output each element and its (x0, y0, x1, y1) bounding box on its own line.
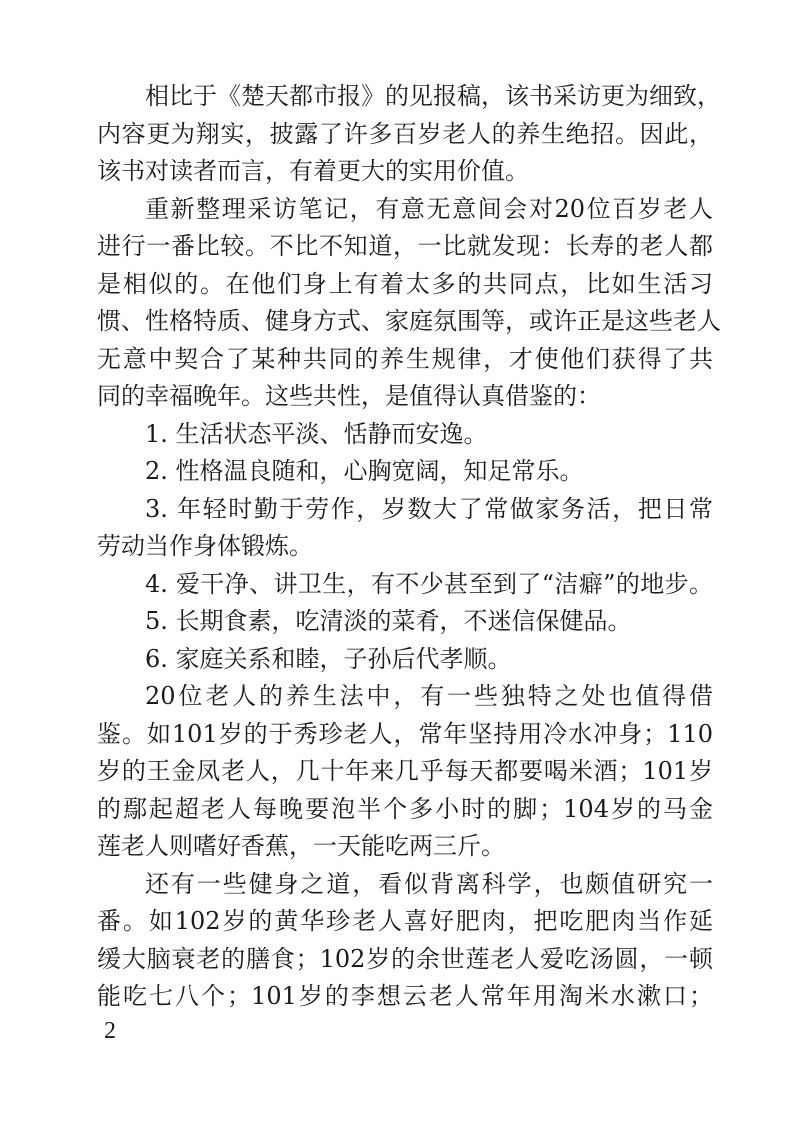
text-line: 莲老人则嗜好香蕉，一天能吃两三斤。 (97, 832, 505, 860)
text-line: 能吃七八个；101岁的李想云老人常年用淘米水漱口； (97, 982, 713, 1010)
text-line: 6. 家庭关系和睦，子孙后代孝顺。 (145, 644, 512, 673)
text-line: 惯、性格特质、健身方式、家庭氛围等，或许正是这些老人 (97, 307, 721, 335)
text-line: 5. 长期食素，吃清淡的菜肴，不迷信保健品。 (145, 607, 632, 635)
text-line: 鉴。如101岁的于秀珍老人，常年坚持用冷水冲身；110 (97, 719, 713, 748)
text-line: 相比于《楚天都市报》的见报稿，该书采访更为细致， (145, 82, 721, 110)
page-number: 2 (104, 1018, 116, 1044)
text-line: 内容更为翔实，披露了许多百岁老人的养生绝招。因此， (97, 119, 713, 148)
text-line: 番。如102岁的黄华珍老人喜好肥肉，把吃肥肉当作延 (97, 907, 713, 935)
text-line: 3. 年轻时勤于劳作，岁数大了常做家务活，把日常 (145, 494, 713, 523)
text-line: 2. 性格温良随和，心胸宽阔，知足常乐。 (145, 457, 584, 485)
text-line: 重新整理采访笔记，有意无意间会对20位百岁老人 (145, 194, 713, 223)
text-line: 进行一番比较。不比不知道，一比就发现：长寿的老人都 (97, 232, 713, 260)
text-line: 4. 爱干净、讲卫生，有不少甚至到了“洁癖”的地步。 (145, 569, 713, 598)
text-line: 劳动当作身体锻炼。 (97, 532, 313, 560)
text-line: 缓大脑衰老的膳食；102岁的余世莲老人爱吃汤圆，一顿 (97, 944, 713, 973)
text-line: 同的幸福晚年。这些共性，是值得认真借鉴的： (97, 382, 601, 410)
text-line: 1. 生活状态平淡、恬静而安逸。 (145, 419, 488, 448)
text-line: 是相似的。在他们身上有着太多的共同点，比如生活习 (97, 269, 713, 298)
text-line: 无意中契合了某种共同的养生规律，才使他们获得了共 (97, 344, 713, 373)
text-line: 20位老人的养生法中，有一些独特之处也值得借 (145, 682, 713, 710)
text-line: 岁的王金凤老人，几十年来几乎每天都要喝米酒；101岁 (97, 757, 713, 785)
document-body (97, 78, 721, 1016)
text-line: 的鄢起超老人每晚要泡半个多小时的脚；104岁的马金 (97, 794, 713, 823)
text-line: 该书对读者而言，有着更大的实用价值。 (97, 157, 529, 185)
text-line: 还有一些健身之道，看似背离科学，也颇值研究一 (145, 869, 713, 898)
